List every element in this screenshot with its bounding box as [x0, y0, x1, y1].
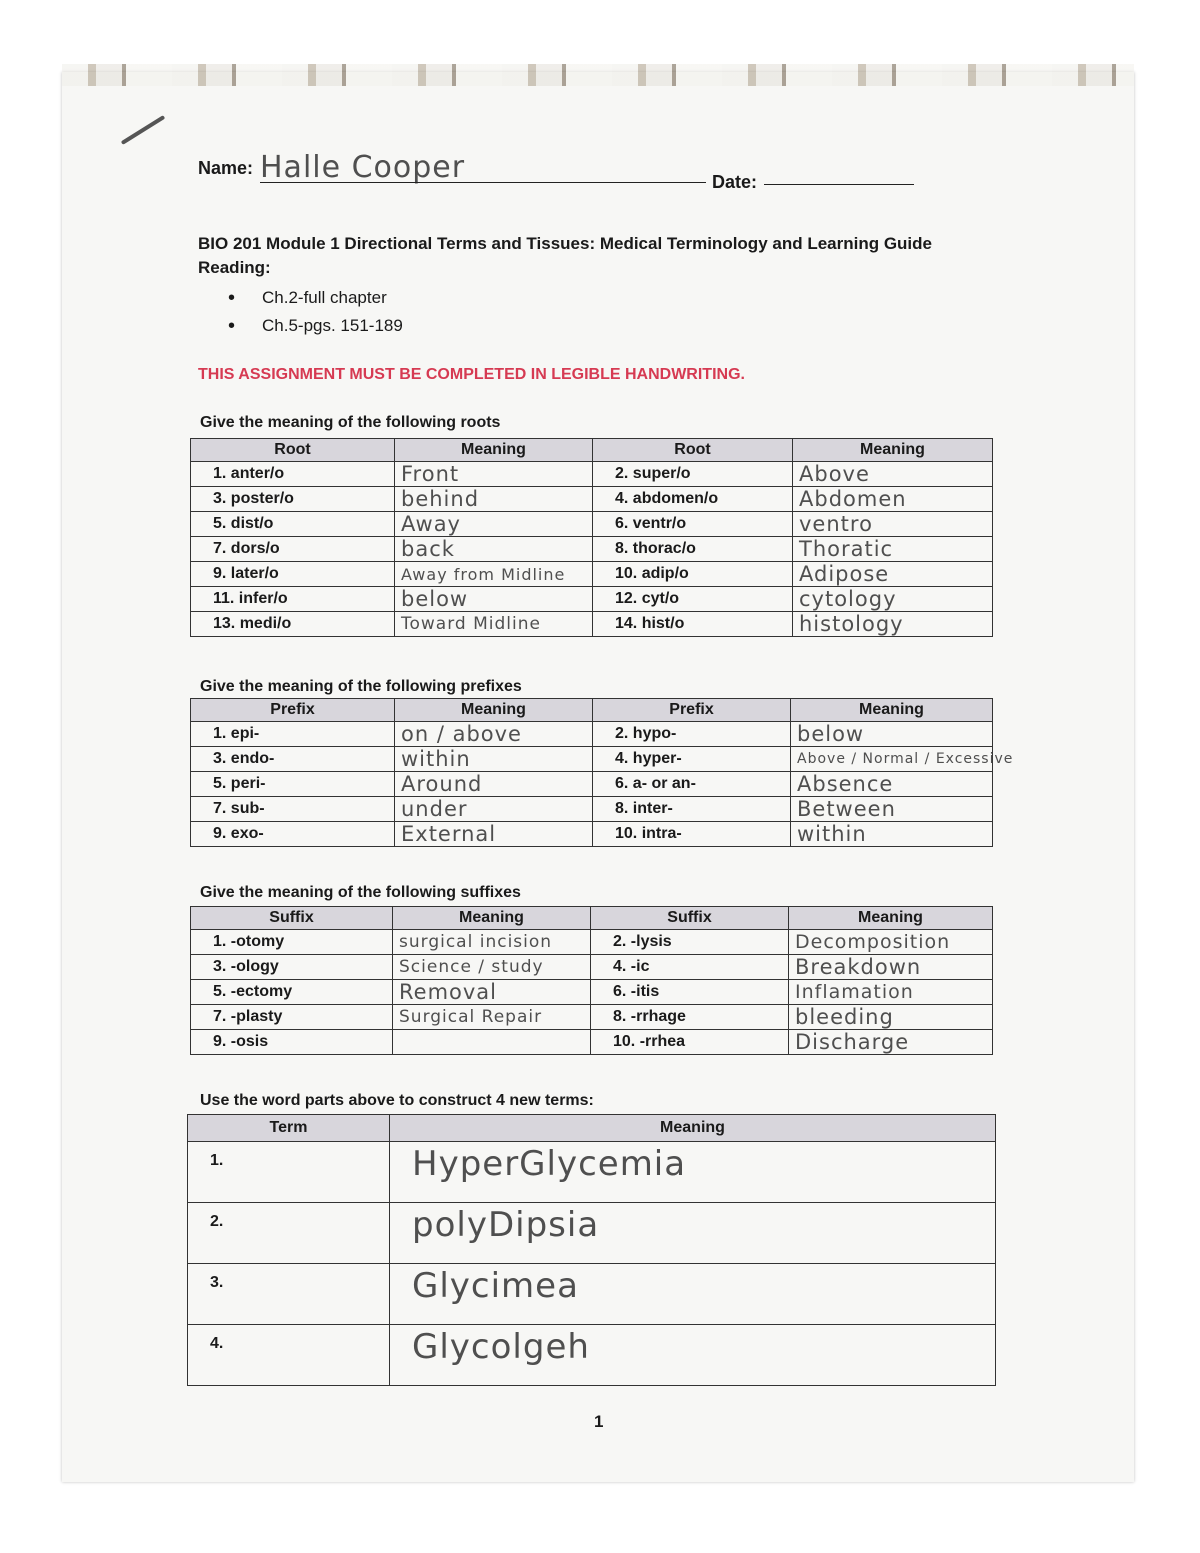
answer-field[interactable]: Abdomen: [793, 487, 993, 512]
column-header: Meaning: [791, 699, 993, 722]
column-header: Meaning: [395, 699, 593, 722]
prefix-term: 10. intra-: [593, 822, 791, 847]
table-row: [191, 612, 993, 637]
prefix-term: 5. peri-: [191, 772, 395, 797]
column-header: Meaning: [793, 439, 993, 462]
table-row: [188, 1325, 996, 1386]
root-term: 6. ventr/o: [593, 512, 793, 537]
table-row: [191, 930, 993, 955]
suffix-term: 4. -ic: [591, 955, 789, 980]
answer-field[interactable]: Away: [395, 512, 593, 537]
answer-field[interactable]: under: [395, 797, 593, 822]
answer-field[interactable]: Science / study: [393, 955, 591, 980]
table-header-row: [188, 1115, 996, 1142]
term-number: 3.: [188, 1264, 390, 1325]
answer-field[interactable]: Absence: [791, 772, 993, 797]
table-row: [191, 722, 993, 747]
root-term: 2. super/o: [593, 462, 793, 487]
table-row: [188, 1142, 996, 1203]
term-number: 2.: [188, 1203, 390, 1264]
answer-field[interactable]: behind: [395, 487, 593, 512]
column-header: Root: [593, 439, 793, 462]
prefixes-table: [190, 698, 1014, 847]
answer-field[interactable]: Adipose: [793, 562, 993, 587]
table-row: [191, 772, 993, 797]
answer-field[interactable]: bleeding: [789, 1005, 993, 1030]
prefix-term: 1. epi-: [191, 722, 395, 747]
column-header: Suffix: [591, 907, 789, 930]
name-value: Halle Cooper: [260, 150, 466, 185]
column-header: Meaning: [390, 1115, 996, 1142]
column-header: Prefix: [593, 699, 791, 722]
assignment-title: [198, 232, 988, 280]
suffix-term: 10. -rrhea: [591, 1030, 789, 1055]
title-text: BIO 201 Module 1 Directional Terms and Tissues: Medical Terminology and Learning Guide: [198, 234, 932, 253]
suffix-term: 6. -itis: [591, 980, 789, 1005]
answer-field[interactable]: [393, 1030, 591, 1055]
prefix-term: 6. a- or an-: [593, 772, 791, 797]
date-label: Date:: [712, 172, 758, 192]
root-term: 5. dist/o: [191, 512, 395, 537]
answer-field[interactable]: surgical incision: [393, 930, 591, 955]
answer-field[interactable]: Away from Midline: [395, 562, 593, 587]
table-row: [191, 747, 993, 772]
table-row: [188, 1203, 996, 1264]
roots-table: [190, 438, 993, 637]
answer-field[interactable]: Around: [395, 772, 593, 797]
table-row: [191, 1005, 993, 1030]
answer-field[interactable]: ventro: [793, 512, 993, 537]
answer-field[interactable]: back: [395, 537, 593, 562]
root-term: 7. dors/o: [191, 537, 395, 562]
roots-section-title: Give the meaning of the following roots: [200, 414, 501, 431]
table-row: [191, 797, 993, 822]
reading-item: • Ch.2-full chapter: [228, 284, 403, 312]
suffix-term: 2. -lysis: [591, 930, 789, 955]
column-header: Suffix: [191, 907, 393, 930]
suffixes-table: [190, 906, 993, 1055]
answer-field[interactable]: Thoratic: [793, 537, 993, 562]
suffix-term: 8. -rrhage: [591, 1005, 789, 1030]
terms-section-title: Use the word parts above to construct 4 new terms:: [200, 1092, 594, 1109]
column-header: Root: [191, 439, 395, 462]
name-label: Name:: [198, 158, 254, 178]
root-term: 10. adip/o: [593, 562, 793, 587]
reading-label: Reading:: [198, 258, 271, 277]
root-term: 9. later/o: [191, 562, 395, 587]
root-term: 4. abdomen/o: [593, 487, 793, 512]
page-number: 1: [594, 1412, 604, 1431]
table-row: [191, 955, 993, 980]
column-header: Term: [188, 1115, 390, 1142]
name-underline: [260, 182, 706, 183]
table-row: [191, 980, 993, 1005]
table-header-row: [191, 699, 993, 722]
table-row: [191, 512, 993, 537]
root-term: 12. cyt/o: [593, 587, 793, 612]
answer-field[interactable]: Above: [793, 462, 993, 487]
term-number: 4.: [188, 1325, 390, 1386]
answer-field[interactable]: Discharge: [789, 1030, 993, 1055]
prefix-term: 4. hyper-: [593, 747, 791, 772]
answer-field[interactable]: Surgical Repair: [393, 1005, 591, 1030]
answer-field[interactable]: cytology: [793, 587, 993, 612]
answer-field[interactable]: within: [395, 747, 593, 772]
torn-edge: [62, 64, 1134, 86]
answer-field[interactable]: Glycolgeh: [390, 1325, 996, 1386]
column-header: Meaning: [789, 907, 993, 930]
table-header-row: [191, 439, 993, 462]
answer-field[interactable]: on / above: [395, 722, 593, 747]
table-row: [191, 1030, 993, 1055]
answer-field[interactable]: Between: [791, 797, 993, 822]
answer-field[interactable]: histology: [793, 612, 993, 637]
table-row: [191, 562, 993, 587]
prefix-term: 7. sub-: [191, 797, 395, 822]
prefix-term: 9. exo-: [191, 822, 395, 847]
date-underline: [764, 184, 914, 185]
table-row: [191, 587, 993, 612]
table-row: [191, 822, 993, 847]
term-number: 1.: [188, 1142, 390, 1203]
answer-field[interactable]: Removal: [393, 980, 591, 1005]
root-term: 8. thorac/o: [593, 537, 793, 562]
suffix-term: 3. -ology: [191, 955, 393, 980]
answer-field[interactable]: Breakdown: [789, 955, 993, 980]
answer-field[interactable]: Inflamation: [789, 980, 993, 1005]
answer-field[interactable]: Toward Midline: [395, 612, 593, 637]
answer-field[interactable]: Front: [395, 462, 593, 487]
table-row: [191, 462, 993, 487]
handwriting-warning: THIS ASSIGNMENT MUST BE COMPLETED IN LEGIBLE HANDWRITING.: [198, 366, 745, 383]
answer-field[interactable]: HyperGlycemia: [390, 1142, 996, 1203]
prefix-term: 3. endo-: [191, 747, 395, 772]
answer-field[interactable]: within: [791, 822, 993, 847]
answer-field[interactable]: Glycimea: [390, 1264, 996, 1325]
suffixes-section-title: Give the meaning of the following suffixes: [200, 884, 521, 901]
answer-field[interactable]: polyDipsia: [390, 1203, 996, 1264]
answer-field[interactable]: below: [395, 587, 593, 612]
prefix-term: 2. hypo-: [593, 722, 791, 747]
answer-field[interactable]: Decomposition: [789, 930, 993, 955]
suffix-term: 5. -ectomy: [191, 980, 393, 1005]
root-term: 3. poster/o: [191, 487, 395, 512]
root-term: 11. infer/o: [191, 587, 395, 612]
prefix-term: 8. inter-: [593, 797, 791, 822]
root-term: 13. medi/o: [191, 612, 395, 637]
table-row: [191, 487, 993, 512]
table-header-row: [191, 907, 993, 930]
suffix-term: 9. -osis: [191, 1030, 393, 1055]
root-term: 1. anter/o: [191, 462, 395, 487]
suffix-term: 1. -otomy: [191, 930, 393, 955]
terms-table: [187, 1114, 996, 1386]
suffix-term: 7. -plasty: [191, 1005, 393, 1030]
table-row: [188, 1264, 996, 1325]
answer-field[interactable]: Above / Normal / Excessive: [791, 747, 993, 772]
root-term: 14. hist/o: [593, 612, 793, 637]
reading-item: • Ch.5-pgs. 151-189: [228, 312, 403, 340]
prefixes-section-title: Give the meaning of the following prefixes: [200, 678, 522, 695]
table-row: [191, 537, 993, 562]
answer-field[interactable]: External: [395, 822, 593, 847]
answer-field[interactable]: below: [791, 722, 993, 747]
reading-list: [228, 284, 403, 340]
column-header: Meaning: [393, 907, 591, 930]
column-header: Prefix: [191, 699, 395, 722]
column-header: Meaning: [395, 439, 593, 462]
